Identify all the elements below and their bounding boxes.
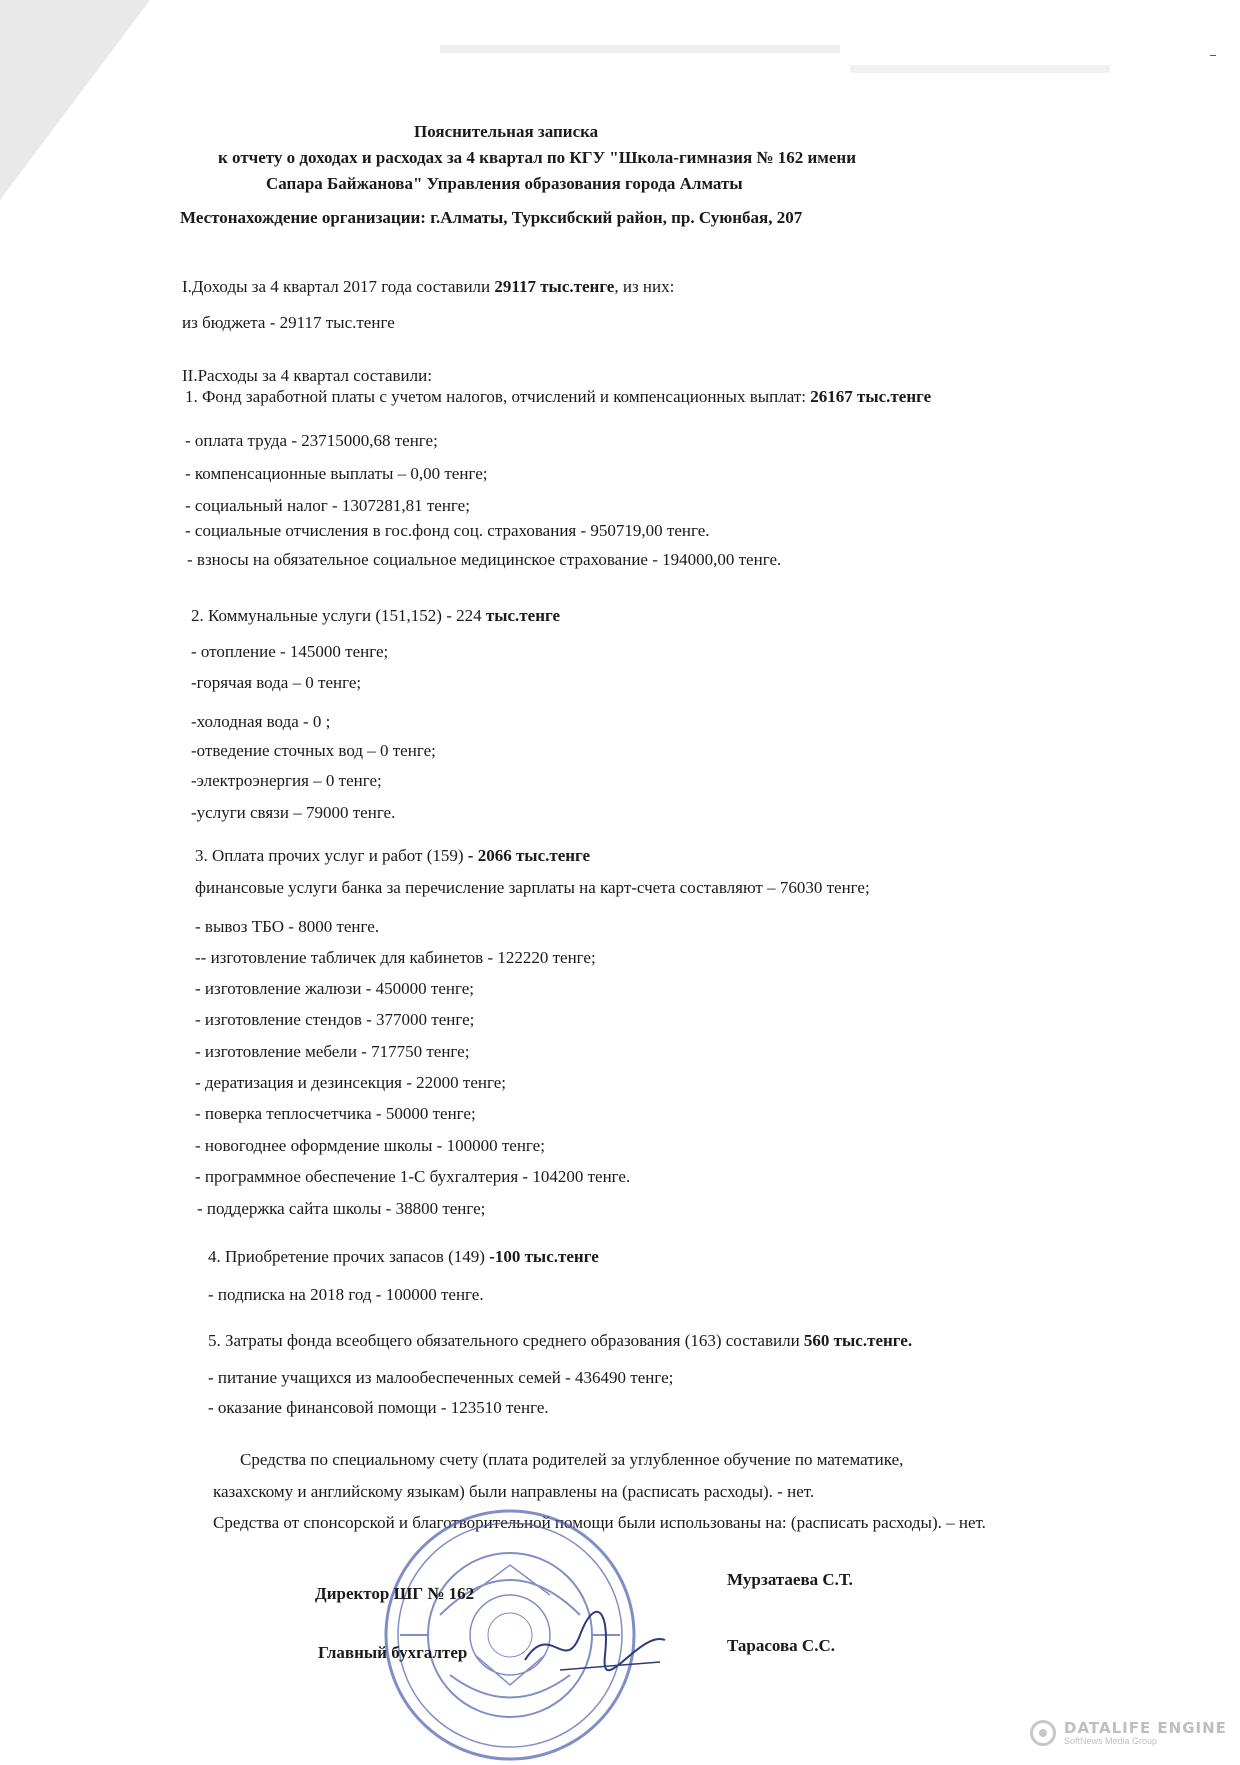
other-services-item: -- изготовление табличек для кабинетов - 122220 тенге; bbox=[195, 948, 596, 967]
utilities-heading: 2. Коммунальные услуги (151,152) - 224 тыс.тенге bbox=[191, 606, 561, 625]
income-line: I.Доходы за 4 квартал 2017 года составили 29117 тыс.тенге, из них: bbox=[182, 277, 675, 296]
other-services-item: финансовые услуги банка за перечисление зарплаты на карт-счета составляют – 76030 тенге; bbox=[195, 878, 870, 897]
supplies-heading: 4. Приобретение прочих запасов (149) -100 тыс.тенге bbox=[208, 1247, 599, 1266]
education-fund-item: - питание учащихся из малообеспеченных семей - 436490 тенге; bbox=[208, 1368, 674, 1387]
utilities-item: -холодная вода - 0 ; bbox=[191, 712, 331, 731]
watermark-logo-icon bbox=[1030, 1720, 1056, 1746]
watermark bbox=[1030, 1715, 1230, 1751]
education-fund-heading: 5. Затраты фонда всеобщего обязательного среднего образования (163) составили 560 тыс.тенге. bbox=[208, 1331, 913, 1350]
watermark-title: DATALIFE ENGINE bbox=[1064, 1718, 1227, 1737]
accountant-label: Главный бухгалтер bbox=[318, 1643, 468, 1662]
margin-mark bbox=[1210, 55, 1216, 56]
other-services-item: - изготовление жалюзи - 450000 тенге; bbox=[195, 979, 475, 998]
watermark-subtitle: SoftNews Media Group bbox=[1064, 1735, 1158, 1746]
director-name: Мурзатаева С.Т. bbox=[727, 1570, 853, 1589]
education-fund-item: - оказание финансовой помощи - 123510 тенге. bbox=[208, 1398, 549, 1417]
other-services-item: - дератизация и дезинсекция - 22000 тенге; bbox=[195, 1073, 506, 1092]
utilities-item: - отопление - 145000 тенге; bbox=[191, 642, 389, 661]
utilities-item: -услуги связи – 79000 тенге. bbox=[191, 803, 396, 822]
other-services-item: - изготовление мебели - 717750 тенге; bbox=[195, 1042, 470, 1061]
wages-item: - социальный налог - 1307281,81 тенге; bbox=[185, 496, 470, 515]
other-services-item: - новогоднее оформдение школы - 100000 тенге; bbox=[195, 1136, 545, 1155]
page-title: Пояснительная записка bbox=[414, 122, 599, 141]
other-services-item: - вывоз ТБО - 8000 тенге. bbox=[195, 917, 380, 936]
other-services-item: - изготовление стендов - 377000 тенге; bbox=[195, 1010, 475, 1029]
wages-item: - взносы на обязательное социальное медицинское страхование - 194000,00 тенге. bbox=[187, 550, 782, 569]
wages-item: - социальные отчисления в гос.фонд соц. страхования - 950719,00 тенге. bbox=[185, 521, 710, 540]
utilities-item: -горячая вода – 0 тенге; bbox=[191, 673, 362, 692]
sponsorship-line: Средства от спонсорской и благотворительной помощи были использованы на: (расписать расходы). – нет. bbox=[213, 1513, 986, 1532]
other-services-item: - программное обеспечение 1-С бухгалтерия - 104200 тенге. bbox=[195, 1167, 631, 1186]
accountant-name: Тарасова С.С. bbox=[727, 1636, 835, 1655]
other-services-item: - поверка теплосчетчика - 50000 тенге; bbox=[195, 1104, 476, 1123]
utilities-item: -отведение сточных вод – 0 тенге; bbox=[191, 741, 436, 760]
director-label: Директор ШГ № 162 bbox=[315, 1584, 475, 1603]
bleed-through-artifact bbox=[440, 45, 840, 53]
subtitle-line-2: Сапара Байжанова" Управления образования города Алматы bbox=[266, 174, 743, 193]
wages-item: - оплата труда - 23715000,68 тенге; bbox=[185, 431, 438, 450]
signature-icon bbox=[520, 1600, 670, 1680]
special-account-line: казахскому и английскому языкам) были направлены на (расписать расходы). - нет. bbox=[213, 1482, 815, 1501]
special-account-line: Средства по специальному счету (плата родителей за углубленное обучение по математике, bbox=[240, 1450, 904, 1469]
bleed-through-artifact bbox=[850, 65, 1110, 73]
other-services-item: - поддержка сайта школы - 38800 тенге; bbox=[197, 1199, 486, 1218]
wages-heading: 1. Фонд заработной платы с учетом налогов, отчислений и компенсационных выплат: 26167 тыс.тенге bbox=[185, 387, 932, 406]
utilities-item: -электроэнергия – 0 тенге; bbox=[191, 771, 382, 790]
supplies-item: - подписка на 2018 год - 100000 тенге. bbox=[208, 1285, 484, 1304]
expenses-heading: II.Расходы за 4 квартал составили: bbox=[182, 366, 432, 385]
other-services-heading: 3. Оплата прочих услуг и работ (159) - 2066 тыс.тенге bbox=[195, 846, 591, 865]
folded-corner bbox=[0, 0, 150, 200]
wages-item: - компенсационные выплаты – 0,00 тенге; bbox=[185, 464, 488, 483]
subtitle-line-1: к отчету о доходах и расходах за 4 квартал по КГУ "Школа-гимназия № 162 имени bbox=[218, 148, 857, 167]
location-line: Местонахождение организации: г.Алматы, Турксибский район, пр. Суюнбая, 207 bbox=[180, 208, 803, 227]
income-budget-line: из бюджета - 29117 тыс.тенге bbox=[182, 313, 395, 332]
